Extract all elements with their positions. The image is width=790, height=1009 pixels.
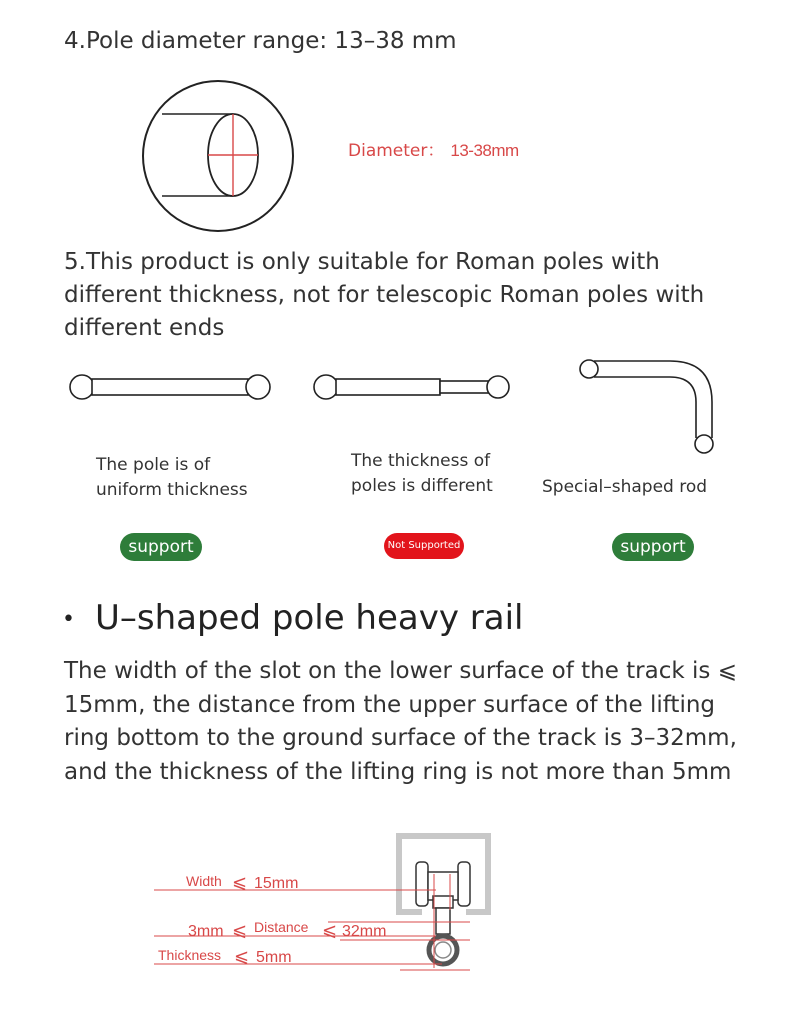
section4-heading: 4.Pole diameter range: 13–38 mm <box>64 28 457 54</box>
caption-line: The thickness of <box>351 451 491 471</box>
uniform-pole-icon <box>66 370 276 406</box>
different-thickness-pole-icon <box>310 370 520 406</box>
distance-label: Distance <box>254 919 309 935</box>
width-sym: ⩽ <box>232 872 248 892</box>
rail-heading <box>62 598 523 638</box>
distance-sym1: ⩽ <box>232 920 248 940</box>
carrier-stem <box>436 908 450 934</box>
support-badge-special: support <box>612 533 694 561</box>
caption-line: poles is different <box>351 476 493 496</box>
distance-value: 32mm <box>342 923 387 940</box>
diameter-value: 13-38mm <box>450 141 519 160</box>
rail-title: U–shaped pole heavy rail <box>94 598 524 638</box>
diameter-label <box>348 136 519 161</box>
width-label: Width <box>186 873 222 889</box>
width-value: 15mm <box>254 875 299 892</box>
diameter-label-text: Diameter： <box>348 141 445 161</box>
distance-sym2: ⩽ <box>322 920 338 940</box>
support-badge-uniform: support <box>120 533 202 561</box>
uniform-pole-caption <box>96 453 248 503</box>
caption-line: The pole is of <box>96 455 211 475</box>
pole-cross-section-diagram <box>140 78 300 238</box>
rail-description: The width of the slot on the lower surface of the track is ⩽ 15mm, the distance from the upper surface of the lifting ring bottom to the ground surface of the track is 3–32mm, and the thickness of the lifting ring is not more than 5mm <box>64 658 737 785</box>
different-pole-caption <box>351 449 493 499</box>
wheel-left <box>416 862 428 906</box>
not-supported-badge: Not Supported <box>384 533 464 559</box>
thickness-label: Thickness <box>158 947 222 963</box>
distance-min: 3mm <box>188 923 224 940</box>
special-rod-caption: Special–shaped rod <box>542 477 708 497</box>
lifting-ring-inner <box>435 942 451 958</box>
thickness-sym: ⩽ <box>234 946 250 966</box>
rail-dimension-diagram <box>150 830 500 980</box>
caption-line: uniform thickness <box>96 480 248 500</box>
thickness-value: 5mm <box>256 949 292 966</box>
section5-text: 5.This product is only suitable for Roman poles with different thickness, not for telescopic Roman poles with different ends <box>64 249 705 341</box>
bullet-dot: • <box>62 607 75 632</box>
wheel-right <box>458 862 470 906</box>
special-shaped-rod-icon <box>572 352 722 456</box>
